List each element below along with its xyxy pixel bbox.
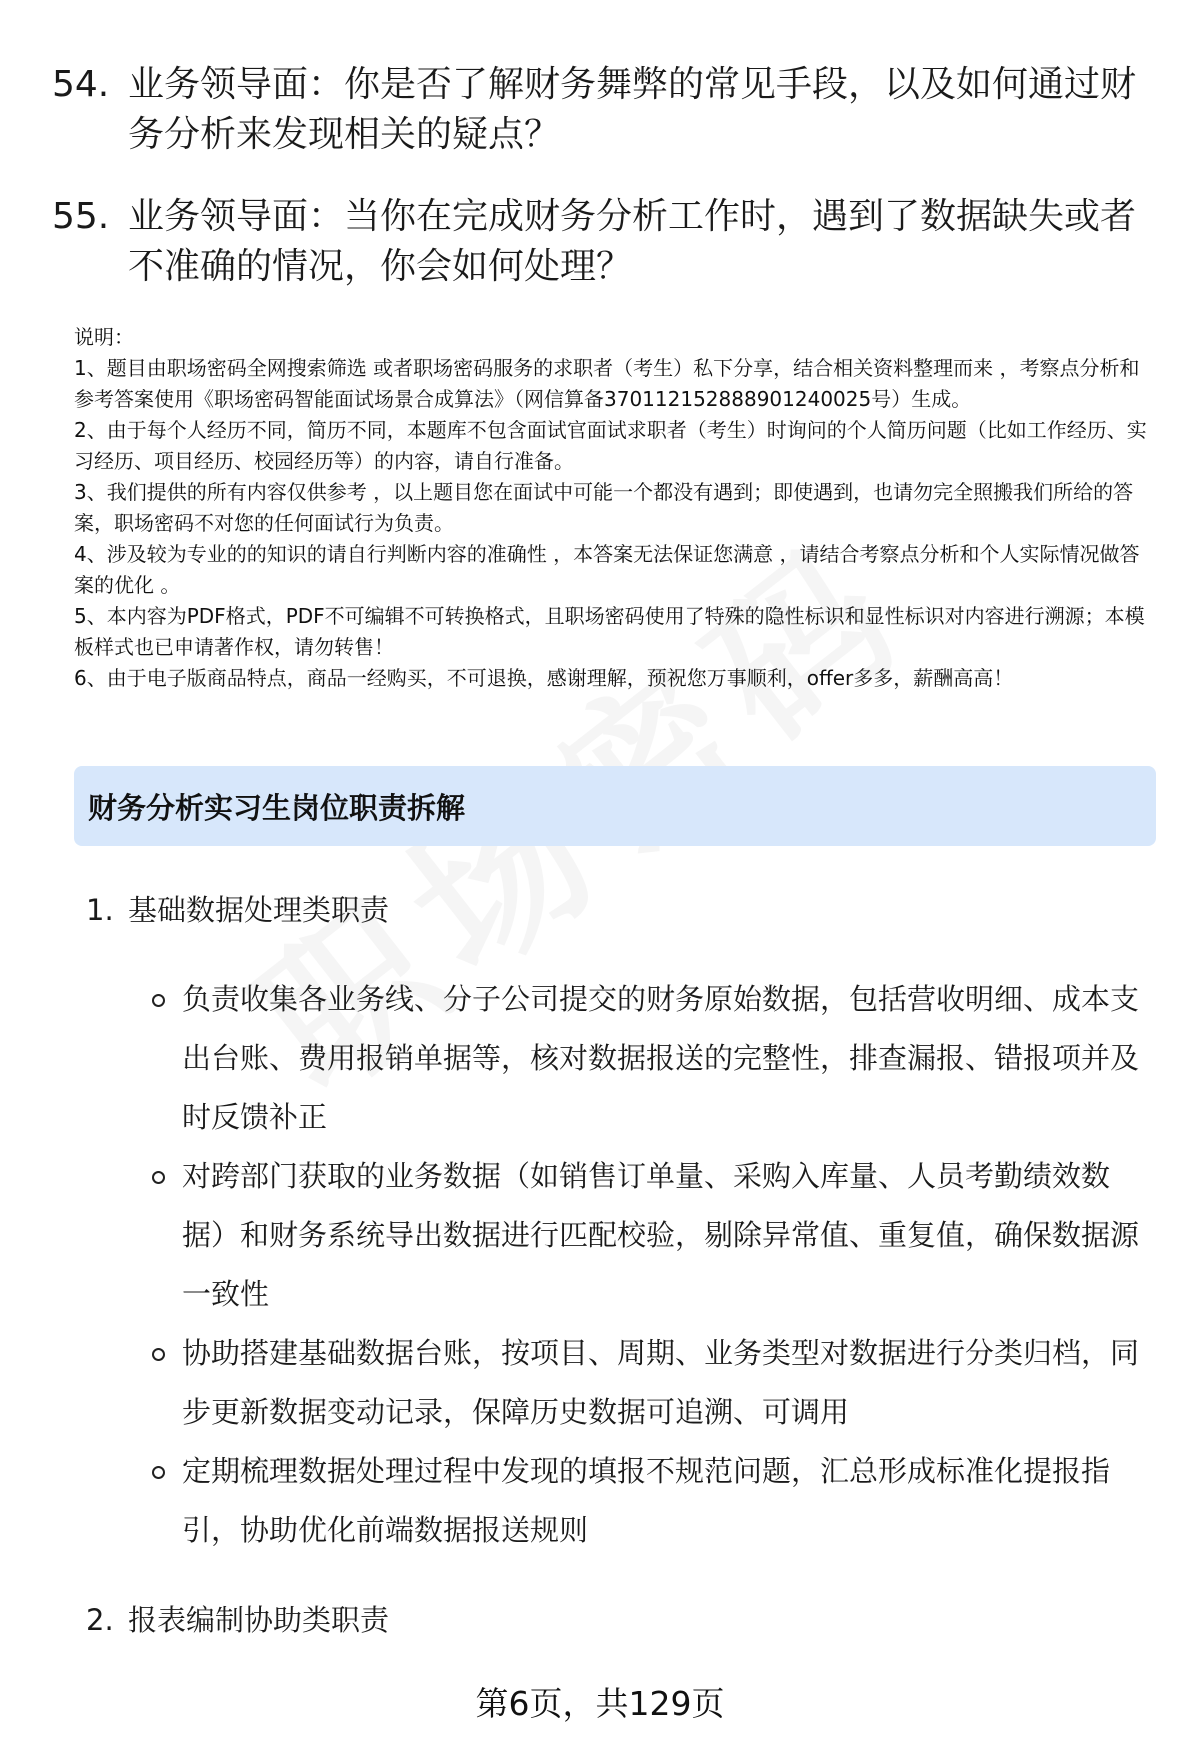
duty-number: 1. xyxy=(86,893,114,927)
section-title: 财务分析实习生岗位职责拆解 xyxy=(88,790,466,825)
duty-category xyxy=(86,1600,1156,1640)
list-item-text: 对跨部门获取的业务数据（如销售订单量、采购入库量、人员考勤绩效数据）和财务系统导出数据进行匹配校验，剔除异常值、重复值，确保数据源一致性 xyxy=(182,1159,1140,1311)
list-item xyxy=(152,1324,1152,1442)
list-item xyxy=(152,1147,1152,1324)
notes-item: 6、由于电子版商品特点，商品一经购买，不可退换，感谢理解，预祝您万事顺利，offer多多，薪酬高高！ xyxy=(74,666,1014,690)
list-item-text: 定期梳理数据处理过程中发现的填报不规范问题，汇总形成标准化提报指引，协助优化前端数据报送规则 xyxy=(182,1454,1111,1547)
question-item xyxy=(52,192,1152,292)
question-text: 业务领导面：你是否了解财务舞弊的常见手段，以及如何通过财务分析来发现相关的疑点？ xyxy=(128,64,1137,155)
question-item xyxy=(52,60,1152,160)
list-item-text: 协助搭建基础数据台账，按项目、周期、业务类型对数据进行分类归档，同步更新数据变动记录，保障历史数据可追溯、可调用 xyxy=(182,1336,1140,1429)
notes-item: 5、本内容为PDF格式，PDF不可编辑不可转换格式，且职场密码使用了特殊的隐性标识和显性标识对内容进行溯源；本模板样式也已申请著作权，请勿转售！ xyxy=(74,604,1145,659)
notes-item: 1、题目由职场密码全网搜索筛选 或者职场密码服务的求职者（考生）私下分享，结合相关资料整理而来 ，考察点分析和参考答案使用《职场密码智能面试场景合成算法》（网信算备370112152888901240025号）生成。 xyxy=(74,356,1140,411)
question-number: 54. xyxy=(52,64,110,105)
notes-item: 2、由于每个人经历不同，简历不同，本题库不包含面试官面试求职者（考生）时询问的个人简历问题（比如工作经历、实习经历、项目经历、校园经历等）的内容，请自行准备。 xyxy=(74,418,1147,473)
disclaimer-notes xyxy=(74,322,1154,694)
circle-bullet-icon xyxy=(152,1324,182,1442)
duty-title: 基础数据处理类职责 xyxy=(128,893,390,927)
circle-bullet-icon xyxy=(152,1442,182,1560)
notes-heading: 说明： xyxy=(74,325,134,349)
circle-bullet-icon xyxy=(152,970,182,1147)
duty-title: 报表编制协助类职责 xyxy=(128,1603,390,1637)
question-list xyxy=(52,60,1152,324)
circle-bullet-icon xyxy=(152,1147,182,1324)
duty-bullet-list xyxy=(152,970,1152,1560)
question-text: 业务领导面：当你在完成财务分析工作时，遇到了数据缺失或者不准确的情况，你会如何处理？ xyxy=(128,196,1137,287)
page-number: 第6页，共129页 xyxy=(475,1684,725,1723)
notes-item: 3、我们提供的所有内容仅供参考 ，以上题目您在面试中可能一个都没有遇到；即使遇到，也请勿完全照搬我们所给的答案，职场密码不对您的任何面试行为负责。 xyxy=(74,480,1134,535)
notes-item: 4、涉及较为专业的的知识的请自行判断内容的准确性 ，本答案无法保证您满意 ，请结合考察点分析和个人实际情况做答案的优化 。 xyxy=(74,542,1140,597)
question-number: 55. xyxy=(52,196,110,237)
section-header xyxy=(74,766,1156,846)
list-item-text: 负责收集各业务线、分子公司提交的财务原始数据，包括营收明细、成本支出台账、费用报销单据等，核对数据报送的完整性，排查漏报、错报项并及时反馈补正 xyxy=(182,982,1140,1134)
list-item xyxy=(152,1442,1152,1560)
list-item xyxy=(152,970,1152,1147)
duty-number: 2. xyxy=(86,1603,114,1637)
duty-category xyxy=(86,890,1156,930)
